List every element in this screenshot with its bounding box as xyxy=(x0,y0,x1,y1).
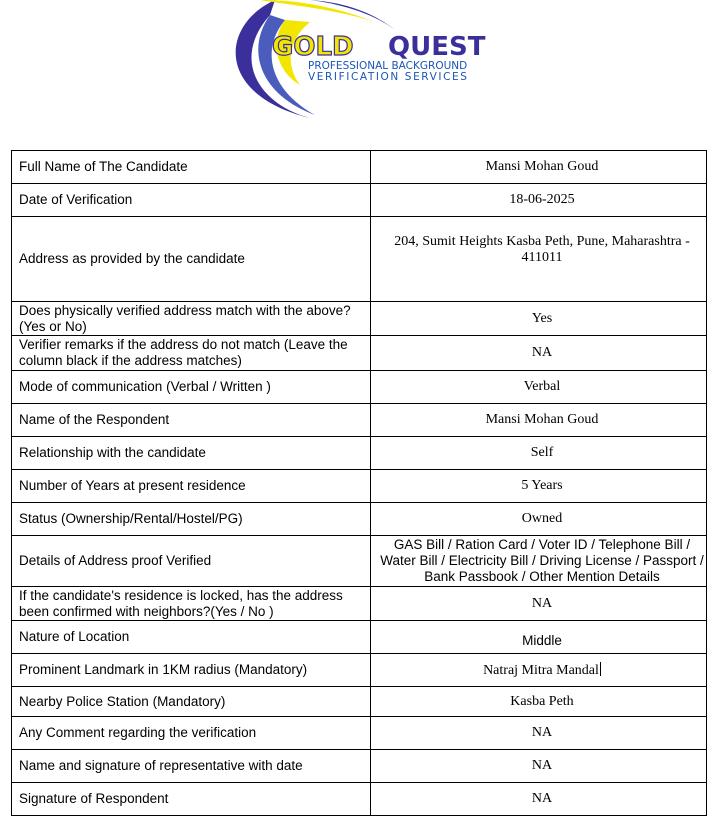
row-value: Self xyxy=(371,437,707,470)
row-label: Number of Years at present residence xyxy=(12,470,371,503)
table-row xyxy=(12,302,707,336)
row-value: NA xyxy=(371,717,707,750)
table-row xyxy=(12,184,707,217)
table-row xyxy=(12,783,707,816)
tagline-line1: PROFESSIONAL BACKGROUND xyxy=(308,60,468,72)
row-label: Nature of Location xyxy=(12,621,371,654)
table-row xyxy=(12,503,707,536)
brand-quest: QUEST xyxy=(388,32,486,62)
row-label: Nearby Police Station (Mandatory) xyxy=(12,687,371,717)
row-value: 18-06-2025 xyxy=(371,184,707,217)
goldquest-logo-graphic xyxy=(200,0,520,125)
row-value: NA xyxy=(371,783,707,816)
goldquest-logo xyxy=(200,0,520,125)
row-label: Does physically verified address match with the above? (Yes or No) xyxy=(12,302,371,336)
row-value: NA xyxy=(371,587,707,621)
table-row xyxy=(12,717,707,750)
table-row xyxy=(12,371,707,404)
text-cursor xyxy=(600,662,601,676)
table-row xyxy=(12,470,707,503)
row-label: Status (Ownership/Rental/Hostel/PG) xyxy=(12,503,371,536)
table-row xyxy=(12,217,707,302)
row-label: Full Name of The Candidate xyxy=(12,151,371,184)
row-label: Signature of Respondent xyxy=(12,783,371,816)
table-row xyxy=(12,151,707,184)
row-value: 5 Years xyxy=(371,470,707,503)
row-value: NA xyxy=(371,336,707,371)
table-row xyxy=(12,336,707,371)
row-label: Mode of communication (Verbal / Written ) xyxy=(12,371,371,404)
table-row xyxy=(12,654,707,687)
table-row xyxy=(12,587,707,621)
address-verification-table xyxy=(11,150,707,816)
row-label: If the candidate's residence is locked, has the address been confirmed with neighbors?(Yes / No ) xyxy=(12,587,371,621)
table-row xyxy=(12,404,707,437)
row-value: NA xyxy=(371,750,707,783)
row-label: Address as provided by the candidate xyxy=(12,217,371,302)
row-label: Name and signature of representative with date xyxy=(12,750,371,783)
table-row xyxy=(12,536,707,587)
row-value: Kasba Peth xyxy=(371,687,707,717)
row-value: GAS Bill / Ration Card / Voter ID / Telephone Bill / Water Bill / Electricity Bill / Driving License / Passport / Bank Passbook / Other Mention Details xyxy=(371,536,707,587)
table-row xyxy=(12,687,707,717)
row-label: Relationship with the candidate xyxy=(12,437,371,470)
row-label: Details of Address proof Verified xyxy=(12,536,371,587)
tagline-line2: VERIFICATION SERVICES xyxy=(308,71,469,83)
table-row xyxy=(12,621,707,654)
row-value-with-caret[interactable] xyxy=(371,654,707,687)
row-label: Name of the Respondent xyxy=(12,404,371,437)
row-label: Any Comment regarding the verification xyxy=(12,717,371,750)
row-label: Verifier remarks if the address do not match (Leave the column black if the address matches) xyxy=(12,336,371,371)
row-value: Yes xyxy=(371,302,707,336)
table-row xyxy=(12,750,707,783)
row-value: Mansi Mohan Goud xyxy=(371,151,707,184)
row-value: Verbal xyxy=(371,371,707,404)
row-value: 204, Sumit Heights Kasba Peth, Pune, Maharashtra - 411011 xyxy=(371,217,707,302)
row-label: Date of Verification xyxy=(12,184,371,217)
row-value: Mansi Mohan Goud xyxy=(371,404,707,437)
table-row xyxy=(12,437,707,470)
row-label: Prominent Landmark in 1KM radius (Mandatory) xyxy=(12,654,371,687)
row-value: Natraj Mitra Mandal xyxy=(483,662,599,678)
row-value: Middle xyxy=(371,621,707,654)
brand-gold: GOLD xyxy=(272,32,354,62)
row-value: Owned xyxy=(371,503,707,536)
